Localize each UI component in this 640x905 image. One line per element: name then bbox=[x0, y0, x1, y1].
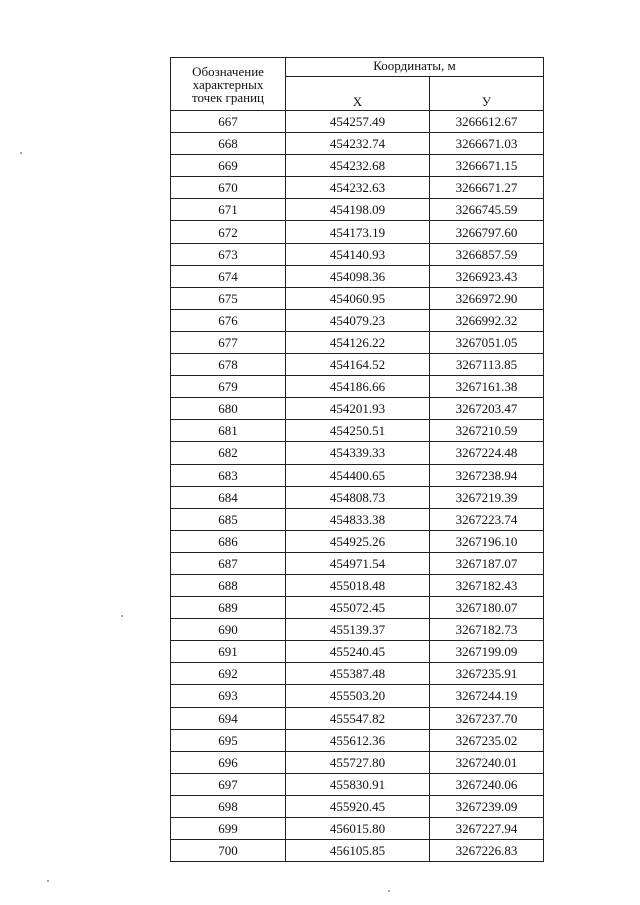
table-row bbox=[171, 287, 544, 309]
x-coordinate-cell: 454060.95 bbox=[286, 287, 430, 309]
point-cell: 667 bbox=[171, 111, 286, 133]
point-cell: 691 bbox=[171, 641, 286, 663]
point-cell: 697 bbox=[171, 773, 286, 795]
table-row bbox=[171, 663, 544, 685]
x-coordinate-cell: 454833.38 bbox=[286, 508, 430, 530]
point-cell: 693 bbox=[171, 685, 286, 707]
y-coordinate-cell: 3267223.74 bbox=[430, 508, 544, 530]
point-cell: 676 bbox=[171, 309, 286, 331]
x-coordinate-cell: 455920.45 bbox=[286, 795, 430, 817]
x-coordinate-cell: 455727.80 bbox=[286, 751, 430, 773]
table-row bbox=[171, 243, 544, 265]
x-coordinate-cell: 454232.63 bbox=[286, 177, 430, 199]
point-cell: 685 bbox=[171, 508, 286, 530]
point-cell: 682 bbox=[171, 442, 286, 464]
point-cell: 670 bbox=[171, 177, 286, 199]
point-cell: 681 bbox=[171, 420, 286, 442]
table-row bbox=[171, 177, 544, 199]
table-row bbox=[171, 486, 544, 508]
y-coordinate-cell: 3266797.60 bbox=[430, 221, 544, 243]
x-coordinate-cell: 454971.54 bbox=[286, 552, 430, 574]
point-cell: 675 bbox=[171, 287, 286, 309]
x-coordinate-cell: 455018.48 bbox=[286, 574, 430, 596]
point-cell: 699 bbox=[171, 818, 286, 840]
y-coordinate-cell: 3267244.19 bbox=[430, 685, 544, 707]
table-row bbox=[171, 309, 544, 331]
y-coordinate-cell: 3266612.67 bbox=[430, 111, 544, 133]
point-cell: 689 bbox=[171, 597, 286, 619]
y-coordinate-cell: 3266992.32 bbox=[430, 309, 544, 331]
point-cell: 684 bbox=[171, 486, 286, 508]
point-cell: 690 bbox=[171, 619, 286, 641]
y-coordinate-cell: 3266745.59 bbox=[430, 199, 544, 221]
x-coordinate-cell: 454925.26 bbox=[286, 530, 430, 552]
table-body bbox=[171, 111, 544, 862]
point-cell: 694 bbox=[171, 707, 286, 729]
x-coordinate-cell: 454808.73 bbox=[286, 486, 430, 508]
y-coordinate-cell: 3267226.83 bbox=[430, 840, 544, 862]
point-designation-header bbox=[171, 58, 286, 111]
x-coordinate-cell: 454164.52 bbox=[286, 354, 430, 376]
table-row bbox=[171, 155, 544, 177]
y-coordinate-cell: 3267240.06 bbox=[430, 773, 544, 795]
point-header-line-2: характерных bbox=[192, 76, 264, 92]
x-coordinate-cell: 454198.09 bbox=[286, 199, 430, 221]
x-coordinate-cell: 455612.36 bbox=[286, 729, 430, 751]
y-coordinate-cell: 3266671.27 bbox=[430, 177, 544, 199]
x-coordinate-cell: 455072.45 bbox=[286, 597, 430, 619]
x-coordinate-cell: 454079.23 bbox=[286, 309, 430, 331]
scan-speck bbox=[47, 880, 49, 882]
y-coordinate-cell: 3267180.07 bbox=[430, 597, 544, 619]
table-header bbox=[171, 58, 544, 111]
y-coordinate-cell: 3267240.01 bbox=[430, 751, 544, 773]
x-coordinate-cell: 454173.19 bbox=[286, 221, 430, 243]
x-column-header: X bbox=[286, 77, 430, 111]
x-coordinate-cell: 454232.74 bbox=[286, 133, 430, 155]
point-cell: 668 bbox=[171, 133, 286, 155]
point-cell: 680 bbox=[171, 398, 286, 420]
table-row bbox=[171, 641, 544, 663]
x-coordinate-cell: 455503.20 bbox=[286, 685, 430, 707]
point-cell: 671 bbox=[171, 199, 286, 221]
point-cell: 698 bbox=[171, 795, 286, 817]
x-coordinate-cell: 454250.51 bbox=[286, 420, 430, 442]
point-header-line-3: точек границ bbox=[191, 89, 265, 105]
y-coordinate-cell: 3267227.94 bbox=[430, 818, 544, 840]
table-row bbox=[171, 508, 544, 530]
y-coordinate-cell: 3267219.39 bbox=[430, 486, 544, 508]
table-row bbox=[171, 685, 544, 707]
table-row bbox=[171, 464, 544, 486]
table-row bbox=[171, 221, 544, 243]
point-header-line-1: Обозначение bbox=[192, 63, 264, 79]
point-cell: 688 bbox=[171, 574, 286, 596]
point-cell: 674 bbox=[171, 265, 286, 287]
table-row bbox=[171, 376, 544, 398]
y-coordinate-cell: 3267199.09 bbox=[430, 641, 544, 663]
y-coordinate-cell: 3267182.43 bbox=[430, 574, 544, 596]
x-coordinate-cell: 454400.65 bbox=[286, 464, 430, 486]
x-coordinate-cell: 455387.48 bbox=[286, 663, 430, 685]
table-row bbox=[171, 707, 544, 729]
table-row bbox=[171, 530, 544, 552]
y-coordinate-cell: 3267203.47 bbox=[430, 398, 544, 420]
point-cell: 673 bbox=[171, 243, 286, 265]
y-coordinate-cell: 3267235.91 bbox=[430, 663, 544, 685]
y-coordinate-cell: 3266972.90 bbox=[430, 287, 544, 309]
point-cell: 692 bbox=[171, 663, 286, 685]
y-coordinate-cell: 3266857.59 bbox=[430, 243, 544, 265]
x-coordinate-cell: 456105.85 bbox=[286, 840, 430, 862]
point-cell: 677 bbox=[171, 331, 286, 353]
point-cell: 669 bbox=[171, 155, 286, 177]
point-cell: 679 bbox=[171, 376, 286, 398]
point-cell: 683 bbox=[171, 464, 286, 486]
x-coordinate-cell: 455139.37 bbox=[286, 619, 430, 641]
table-row bbox=[171, 840, 544, 862]
y-coordinate-cell: 3267235.02 bbox=[430, 729, 544, 751]
table-row bbox=[171, 111, 544, 133]
point-cell: 672 bbox=[171, 221, 286, 243]
coordinates-table bbox=[170, 57, 544, 862]
x-coordinate-cell: 454186.66 bbox=[286, 376, 430, 398]
table-row bbox=[171, 751, 544, 773]
x-coordinate-cell: 455830.91 bbox=[286, 773, 430, 795]
table-row bbox=[171, 398, 544, 420]
x-coordinate-cell: 455547.82 bbox=[286, 707, 430, 729]
table-row bbox=[171, 597, 544, 619]
point-cell: 695 bbox=[171, 729, 286, 751]
y-coordinate-cell: 3267210.59 bbox=[430, 420, 544, 442]
table-row bbox=[171, 331, 544, 353]
y-coordinate-cell: 3267182.73 bbox=[430, 619, 544, 641]
scan-speck bbox=[20, 152, 22, 154]
y-coordinate-cell: 3267051.05 bbox=[430, 331, 544, 353]
table-row bbox=[171, 818, 544, 840]
x-coordinate-cell: 454126.22 bbox=[286, 331, 430, 353]
scan-speck bbox=[388, 890, 390, 892]
table-row bbox=[171, 420, 544, 442]
x-coordinate-cell: 454232.68 bbox=[286, 155, 430, 177]
x-coordinate-cell: 454098.36 bbox=[286, 265, 430, 287]
point-cell: 686 bbox=[171, 530, 286, 552]
y-coordinate-cell: 3267238.94 bbox=[430, 464, 544, 486]
point-cell: 696 bbox=[171, 751, 286, 773]
x-coordinate-cell: 454140.93 bbox=[286, 243, 430, 265]
table-row bbox=[171, 265, 544, 287]
y-coordinate-cell: 3267113.85 bbox=[430, 354, 544, 376]
y-column-header: У bbox=[430, 77, 544, 111]
table-row bbox=[171, 619, 544, 641]
point-cell: 687 bbox=[171, 552, 286, 574]
scan-speck bbox=[121, 615, 123, 617]
table-row bbox=[171, 133, 544, 155]
x-coordinate-cell: 456015.80 bbox=[286, 818, 430, 840]
y-coordinate-cell: 3266923.43 bbox=[430, 265, 544, 287]
point-cell: 700 bbox=[171, 840, 286, 862]
table-row bbox=[171, 574, 544, 596]
table-row bbox=[171, 729, 544, 751]
point-cell: 678 bbox=[171, 354, 286, 376]
x-coordinate-cell: 455240.45 bbox=[286, 641, 430, 663]
table-row bbox=[171, 354, 544, 376]
y-coordinate-cell: 3267224.48 bbox=[430, 442, 544, 464]
y-coordinate-cell: 3267237.70 bbox=[430, 707, 544, 729]
coordinates-group-header: Координаты, м bbox=[286, 58, 544, 77]
table-row bbox=[171, 773, 544, 795]
y-coordinate-cell: 3266671.15 bbox=[430, 155, 544, 177]
table-row bbox=[171, 442, 544, 464]
table-row bbox=[171, 795, 544, 817]
y-coordinate-cell: 3266671.03 bbox=[430, 133, 544, 155]
y-coordinate-cell: 3267161.38 bbox=[430, 376, 544, 398]
x-coordinate-cell: 454257.49 bbox=[286, 111, 430, 133]
y-coordinate-cell: 3267196.10 bbox=[430, 530, 544, 552]
y-coordinate-cell: 3267239.09 bbox=[430, 795, 544, 817]
y-coordinate-cell: 3267187.07 bbox=[430, 552, 544, 574]
table-row bbox=[171, 199, 544, 221]
x-coordinate-cell: 454339.33 bbox=[286, 442, 430, 464]
x-coordinate-cell: 454201.93 bbox=[286, 398, 430, 420]
table-row bbox=[171, 552, 544, 574]
